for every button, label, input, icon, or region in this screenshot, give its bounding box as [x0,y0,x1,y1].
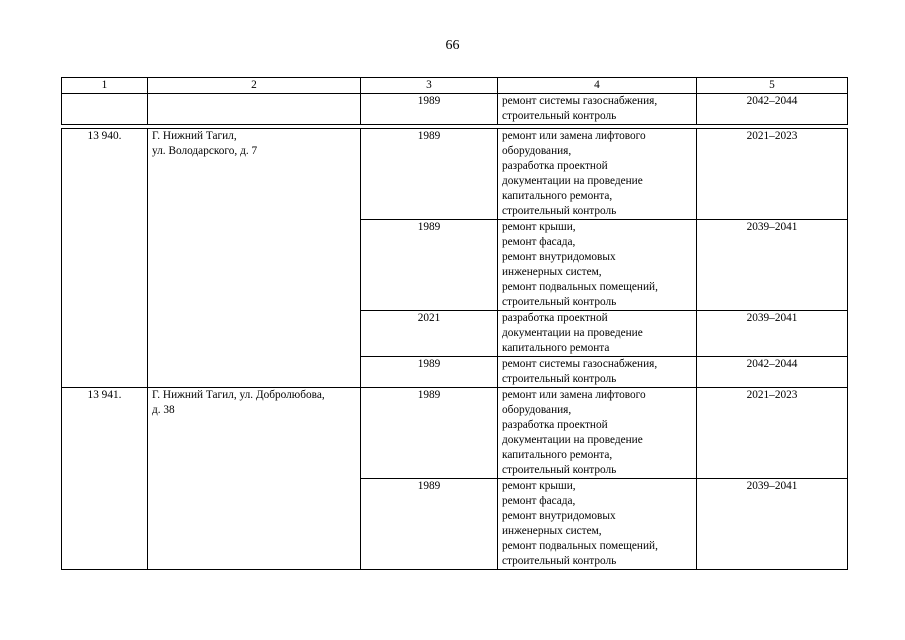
work-line: ремонт подвальных помещений, [502,540,658,552]
work-line: капитального ремонта, [502,449,613,461]
work-line: ремонт системы газоснабжения, [502,95,658,107]
work-line: документации на проведение [502,175,643,187]
period-cell: 2039–2041 [697,220,848,311]
continuation-row [62,94,848,125]
year-cell: 1989 [361,357,498,388]
year-cell: 1989 [361,94,498,125]
column-number-1: 1 [62,78,148,94]
entry-number-cell: 13 940. [62,129,148,388]
column-number-5: 5 [697,78,848,94]
work-cell [498,479,697,570]
year-cell: 1989 [361,220,498,311]
work-line: строительный контроль [502,373,617,385]
work-cell [498,129,697,220]
period-cell: 2042–2044 [697,94,848,125]
year-cell: 1989 [361,129,498,220]
work-line: строительный контроль [502,555,617,567]
column-number-2: 2 [148,78,361,94]
work-cell [498,388,697,479]
column-number-row [62,78,848,94]
address-line: Г. Нижний Тагил, ул. Добролюбова, [152,389,325,401]
work-line: ремонт или замена лифтового [502,130,646,142]
main-table [61,128,848,570]
period-cell: 2021–2023 [697,129,848,220]
work-line: капитального ремонта, [502,190,613,202]
work-line: разработка проектной [502,419,608,431]
work-line: ремонт фасада, [502,236,576,248]
work-cell [498,94,697,125]
work-line: оборудования, [502,404,572,416]
period-cell: 2039–2041 [697,479,848,570]
work-cell [498,357,697,388]
period-cell: 2021–2023 [697,388,848,479]
year-cell: 1989 [361,388,498,479]
work-line: ремонт подвальных помещений, [502,281,658,293]
period-cell: 2039–2041 [697,311,848,357]
work-line: документации на проведение [502,434,643,446]
year-cell: 1989 [361,479,498,570]
work-line: строительный контроль [502,296,617,308]
work-line: капитального ремонта [502,342,610,354]
column-number-4: 4 [498,78,697,94]
work-line: строительный контроль [502,205,617,217]
work-line: разработка проектной [502,312,608,324]
work-line: инженерных систем, [502,266,602,278]
year-cell: 2021 [361,311,498,357]
work-line: ремонт фасада, [502,495,576,507]
work-line: оборудования, [502,145,572,157]
empty-address-cell [148,94,361,125]
address-cell [148,388,361,570]
address-line: ул. Володарского, д. 7 [152,145,258,157]
work-line: ремонт или замена лифтового [502,389,646,401]
work-cell [498,311,697,357]
work-line: ремонт внутридомовых [502,251,616,263]
page-number: 66 [445,38,460,53]
column-number-3: 3 [361,78,498,94]
period-cell: 2042–2044 [697,357,848,388]
header-table [61,77,848,125]
work-line: разработка проектной [502,160,608,172]
work-line: ремонт крыши, [502,480,576,492]
work-line: ремонт крыши, [502,221,576,233]
address-line: Г. Нижний Тагил, [152,130,237,142]
work-line: документации на проведение [502,327,643,339]
work-line: строительный контроль [502,110,617,122]
work-line: ремонт внутридомовых [502,510,616,522]
entry-number-cell: 13 941. [62,388,148,570]
work-cell [498,220,697,311]
work-line: ремонт системы газоснабжения, [502,358,658,370]
work-line: инженерных систем, [502,525,602,537]
work-line: строительный контроль [502,464,617,476]
empty-number-cell [62,94,148,125]
table-row [62,388,848,479]
table-row [62,129,848,220]
address-line: д. 38 [152,404,175,416]
address-cell [148,129,361,388]
